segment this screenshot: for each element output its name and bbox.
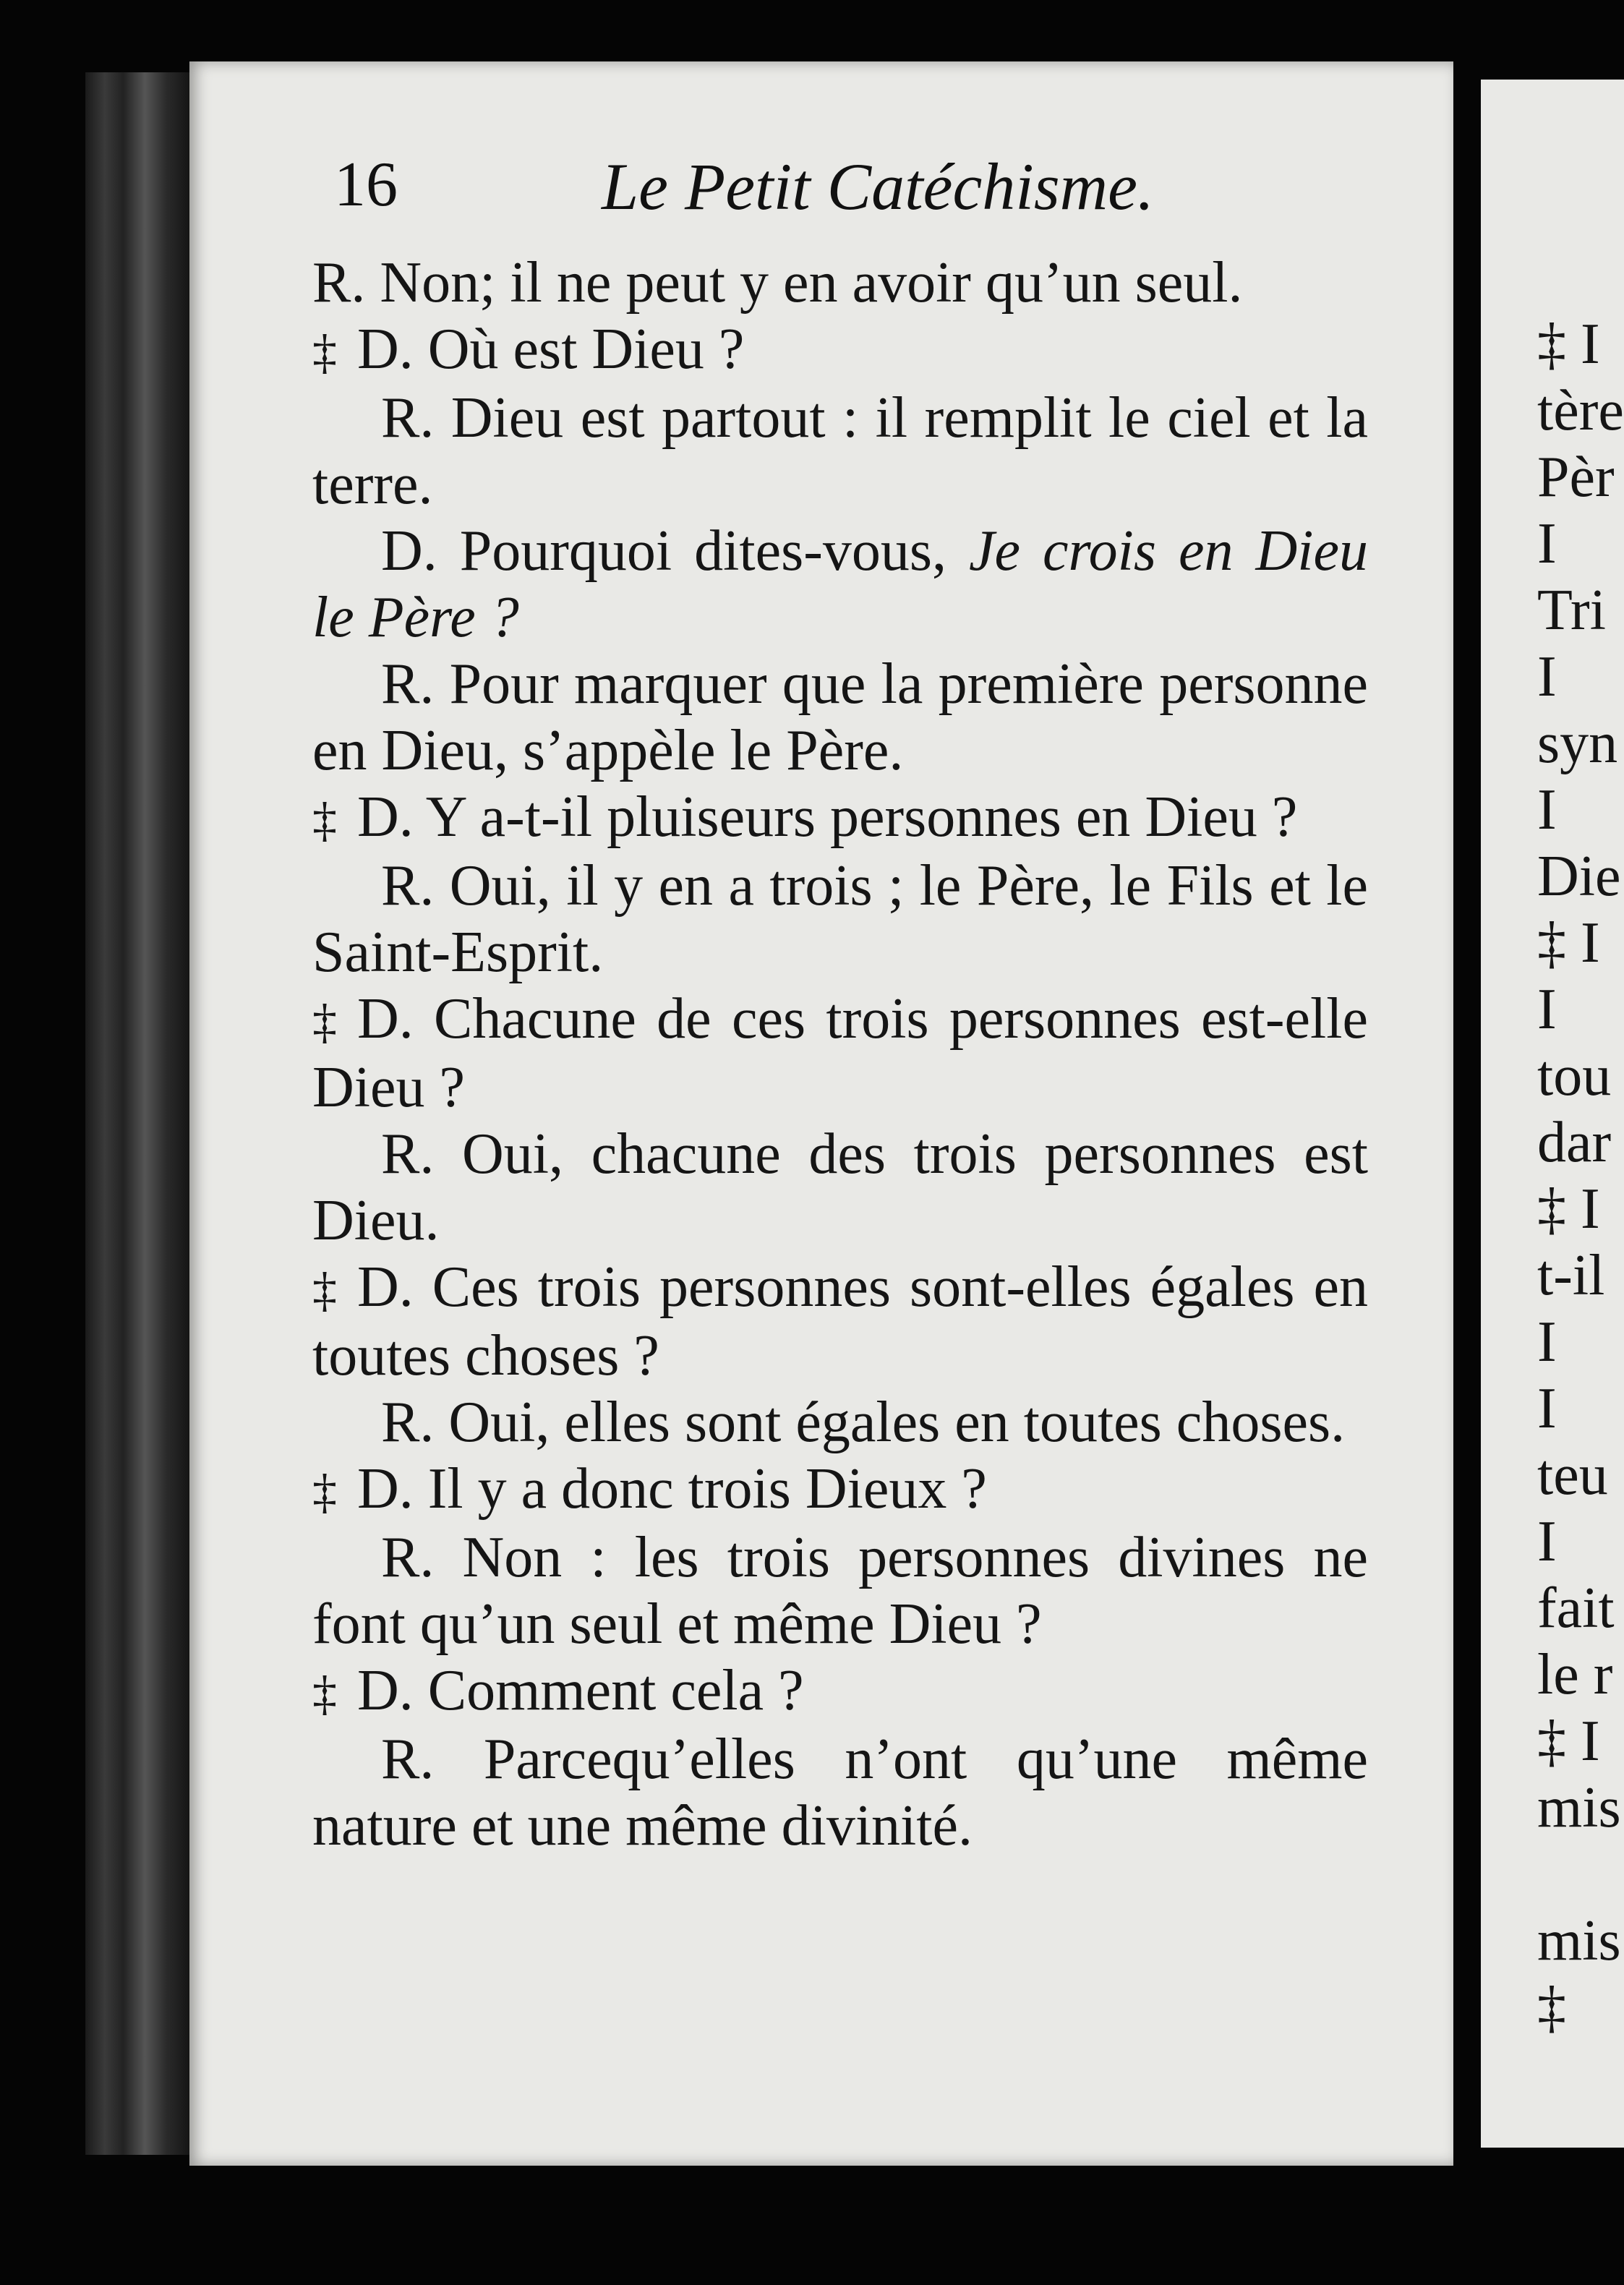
facing-page-fragment: I [1537,1377,1557,1440]
facing-page-fragment: fait [1537,1576,1615,1640]
facing-page-fragment: ‡ I [1537,1177,1600,1241]
answer-paragraph: R. Oui, elles sont égales en toutes choses. [381,1391,1346,1454]
book-page [189,61,1453,2166]
facing-page-fragment: ‡ I [1537,312,1600,376]
facing-page-fragment: ‡ [1537,1976,1566,2039]
question-paragraph: ‡ D. Comment cela ? [312,1657,1368,1726]
facing-page-fragment: t-il [1537,1244,1605,1307]
cross-mark-icon: ‡ [312,324,337,379]
facing-page-fragment: ‡ I [1537,1709,1600,1773]
facing-page-fragment: mis [1537,1776,1621,1840]
facing-page-fragment: I [1537,978,1557,1041]
facing-page-fragment: Pèr [1537,445,1615,509]
cross-mark-icon: ‡ [312,792,337,847]
cross-mark-icon: ‡ [312,1262,337,1317]
running-title: Le Petit Catéchisme. [602,150,1154,223]
facing-page-fragment [1537,1841,1624,1908]
facing-page-fragment: mis [1537,1909,1621,1973]
page-number: 16 [334,150,398,220]
answer-paragraph: R. Dieu est partout : il remplit le ciel et la terre. [312,386,1368,516]
facing-page-fragment: ‡ I [1537,911,1600,975]
question-paragraph: ‡ D. Où est Dieu ? [312,316,1368,385]
page-header [334,148,1346,235]
facing-page-fragment: I [1537,778,1557,842]
question-paragraph: D. Pourquoi dites-vous, Je crois en Dieu le Père ? [312,519,1368,649]
facing-page-fragment: Die [1537,845,1621,908]
question-paragraph: ‡ D. Ces trois personnes sont-elles égales en toutes choses ? [312,1255,1368,1388]
facing-page-fragment: dar [1537,1111,1612,1174]
answer-paragraph: R. Parcequ’elles n’ont qu’une même nature et une même divinité. [312,1727,1368,1858]
cross-mark-icon: ‡ [312,994,337,1048]
facing-page-fragment: le r [1537,1643,1613,1707]
answer-paragraph: R. Non; il ne peut y en avoir qu’un seul. [312,251,1243,315]
facing-page-edge [1481,80,1624,2148]
facing-page-fragment: Tri [1537,578,1606,642]
facing-page-fragment: teu [1537,1443,1608,1507]
book-spine [85,72,194,2155]
answer-paragraph: R. Non : les trois personnes divines ne font qu’un seul et même Dieu ? [312,1526,1368,1656]
facing-page-fragment: I [1537,1510,1557,1573]
facing-page-text [1537,311,1624,2041]
answer-paragraph: R. Oui, chacune des trois personnes est Dieu. [312,1122,1368,1252]
catechism-text [312,249,1368,1859]
question-paragraph: ‡ D. Y a-t-il pluiseurs personnes en Dieu ? [312,784,1368,853]
question-paragraph: ‡ D. Chacune de ces trois personnes est-elle Dieu ? [312,987,1368,1119]
cross-mark-icon: ‡ [312,1464,337,1519]
facing-page-fragment: I [1537,1310,1557,1374]
answer-paragraph: R. Pour marquer que la première personne en Dieu, s’appèle le Père. [312,652,1368,782]
facing-page-fragment: syn [1537,712,1618,775]
answer-paragraph: R. Oui, il y en a trois ; le Père, le Fils et le Saint-Esprit. [312,854,1368,984]
facing-page-fragment: I [1537,645,1557,709]
facing-page-fragment: I [1537,512,1557,576]
facing-page-fragment: tère [1537,379,1624,443]
question-paragraph: ‡ D. Il y a donc trois Dieux ? [312,1456,1368,1524]
cross-mark-icon: ‡ [312,1665,337,1720]
facing-page-fragment: tou [1537,1044,1612,1108]
